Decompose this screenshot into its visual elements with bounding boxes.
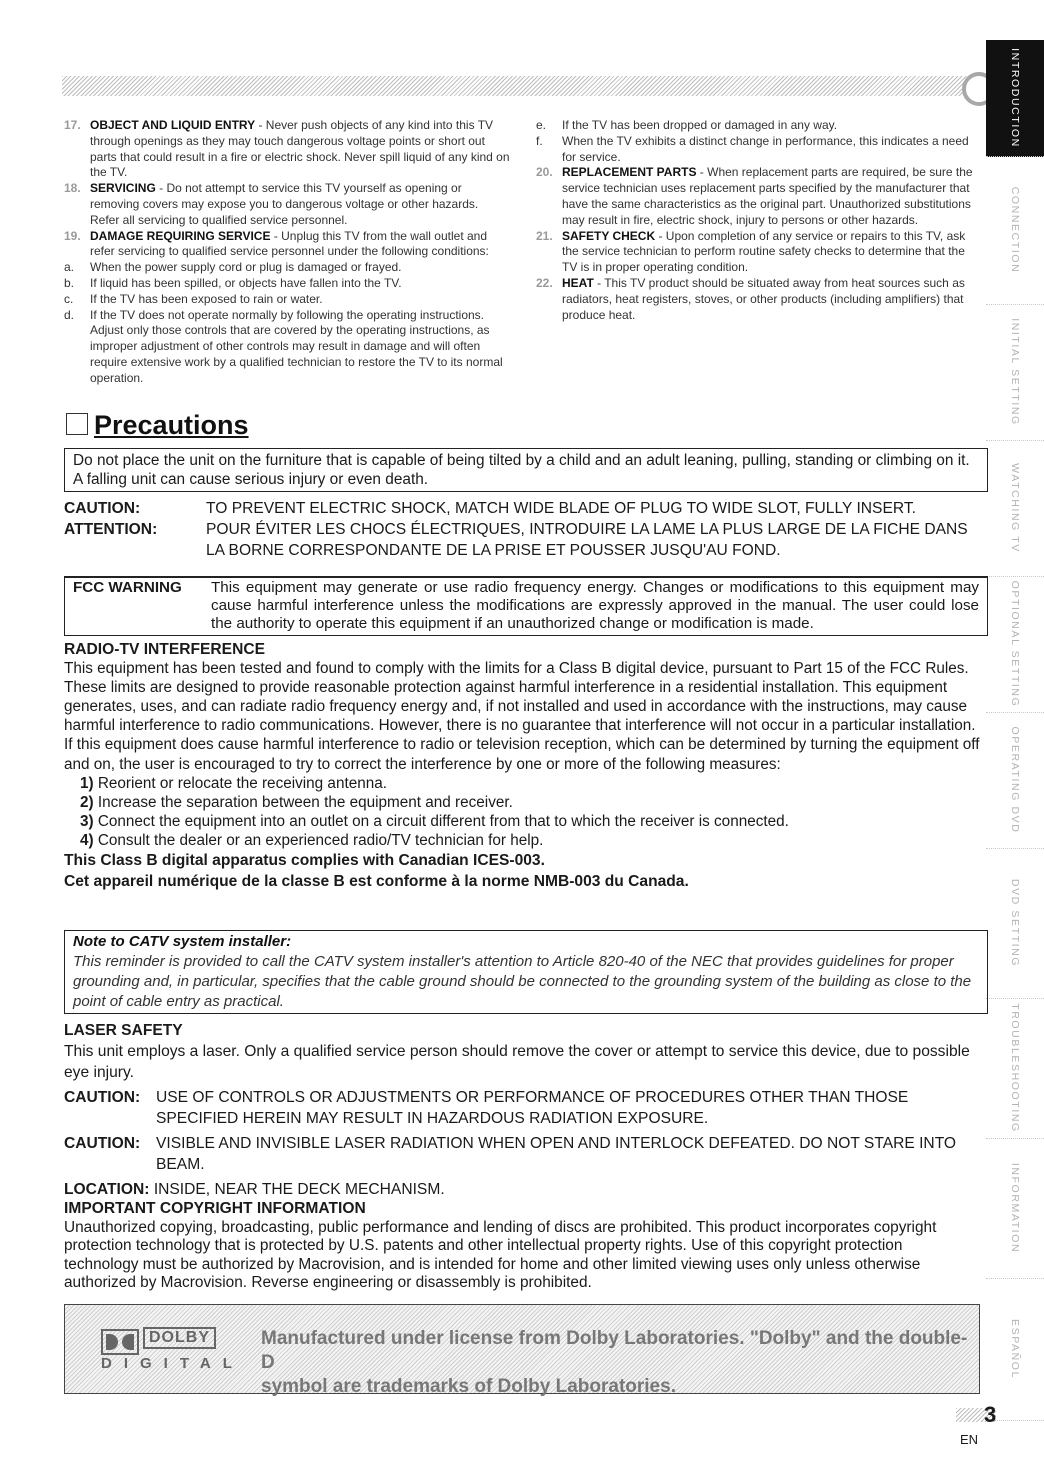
paragraph: This equipment has been tested and found to comply with the limits for a Class B digital device, pursuant to Part 15 of the FCC Rules. These limits are designed to provide reasonable protection against harmful interference in a residential installation. This equipment generates, uses, and can radiate radio frequency energy and, if not installed and used in accordance with the instructions, may cause harmful interference to radio communications. However, there is no guarantee that interference will not occur in a particular installation. If this equipment does cause harmful interference to radio or television reception, which can be determined by turning the equipment off and on, the user is encouraged to try to correct the interference by one or more of the following measures:	[64, 660, 980, 773]
page-number: 3	[984, 1402, 997, 1427]
laser-caution-1: CAUTION: USE OF CONTROLS OR ADJUSTMENTS OR PERFORMANCE OF PROCEDURES OTHER THAN THOSE SPECIFIED HEREIN MAY RESULT IN HAZARDOUS RADIATION EXPOSURE.	[64, 1089, 909, 1127]
list-subitem: b. If liquid has been spilled, or objects have fallen into the TV.	[64, 275, 402, 290]
list-item: 20. REPLACEMENT PARTS - When replacement parts are required, be sure the service technician uses replacement parts specified by the manufacturer that have the same characteristics as the original part. Unauthorized substitutions may result in fire, electric shock, injury to persons or other hazards.	[536, 165, 973, 227]
double-d-icon	[101, 1329, 139, 1355]
canada-compliance-fr: Cet appareil numérique de la classe B est conforme à la norme NMB-003 du Canada.	[64, 873, 689, 891]
tab-operating-dvd[interactable]: OPERATING DVD	[986, 712, 1044, 849]
tab-optional-setting[interactable]: OPTIONAL SETTING	[986, 576, 1044, 713]
tab-watching-tv[interactable]: WATCHING TV	[986, 440, 1044, 577]
list-item: 3) Connect the equipment into an outlet on a circuit different from that to which the receiver is connected.	[80, 812, 789, 830]
list-item: 2) Increase the separation between the equipment and receiver.	[80, 793, 513, 811]
tab-introduction[interactable]: INTRODUCTION	[986, 40, 1044, 157]
list-subitem: a. When the power supply cord or plug is damaged or frayed.	[64, 260, 402, 275]
section-heading: RADIO-TV INTERFERENCE	[64, 641, 265, 658]
section-heading: LASER SAFETY	[64, 1022, 183, 1039]
dolby-digital-logo: DOLBY DIGITAL	[101, 1329, 244, 1372]
list-item: 1) Reorient or relocate the receiving antenna.	[80, 774, 387, 792]
laser-location: LOCATION: INSIDE, NEAR THE DECK MECHANISM.	[64, 1181, 445, 1198]
tab-information[interactable]: INFORMATION	[986, 1138, 1044, 1279]
safety-list-left	[64, 118, 510, 387]
list-item: 18. SERVICING - Do not attempt to service this TV yourself as opening or removing covers may expose you to dangerous voltage or other hazards. Refer all servicing to qualified service personnel.	[64, 181, 479, 227]
paragraph: This unit employs a laser. Only a qualified service person should remove the cover or attempt to service this device, due to possible eye injury.	[64, 1043, 970, 1081]
tab-initial-setting[interactable]: INITIAL SETTING	[986, 304, 1044, 441]
caution-row: CAUTION: TO PREVENT ELECTRIC SHOCK, MATCH WIDE BLADE OF PLUG TO WIDE SLOT, FULLY INSERT.	[64, 500, 916, 517]
list-subitem: f. When the TV exhibits a distinct change in performance, this indicates a need for service.	[536, 133, 969, 164]
section-heading: IMPORTANT COPYRIGHT INFORMATION	[64, 1200, 366, 1217]
fcc-warning: FCC WARNING This equipment may generate or use radio frequency energy. Changes or modifications to this equipment may cause harmful interference unless the modifications are expressly approved in the manual. The user could lose the authority to operate this equipment if an unauthorized change or modification is made.	[64, 576, 988, 636]
canada-compliance-en: This Class B digital apparatus complies with Canadian ICES-003.	[64, 852, 545, 870]
caution-block	[64, 498, 978, 561]
list-item: 4) Consult the dealer or an experienced radio/TV technician for help.	[80, 831, 544, 849]
list-subitem: d. If the TV does not operate normally by following the operating instructions. Adjust only those controls that are covered by the operating instructions, as improper adjustment of other controls may result in damage and will often require extensive work by a qualified technician to restore the TV to its normal operation.	[64, 307, 503, 385]
copyright-section	[64, 1200, 980, 1293]
tip-over-warning: Do not place the unit on the furniture that is capable of being tilted by a child and an adult leaning, pulling, standing or climbing on it. A falling unit can cause serious injury or even death.	[64, 448, 988, 492]
language-code: EN	[960, 1432, 979, 1447]
note-title: Note to CATV system installer:	[73, 933, 292, 950]
laser-safety-section	[64, 1020, 980, 1200]
list-item: 22. HEAT - This TV product should be situated away from heat sources such as radiators, heat registers, stoves, or other products (including amplifiers) that produce heat.	[536, 275, 965, 322]
paragraph: Unauthorized copying, broadcasting, public performance and lending of discs are prohibited. This product incorporates copyright protection technology that is protected by U.S. patents and other intellectual property rights. Use of this copyright protection technology must be authorized by Macrovision, and is intended for home and other limited viewing uses only unless otherwise authorized by Macrovision. Reverse engineering or disassembly is prohibited.	[64, 1218, 937, 1292]
safety-list-right	[536, 118, 978, 323]
section-tabs	[986, 40, 1044, 1420]
list-subitem: e. If the TV has been dropped or damaged in any way.	[536, 118, 838, 132]
note-text: This reminder is provided to call the CATV system installer's attention to Article 820-40 of the NEC that provides guidelines for proper grounding and, in particular, specifies that the cable ground should be connected to the grounding system of the building as close to the point of cable entry as practical.	[73, 953, 972, 1010]
tab-connection[interactable]: CONNECTION	[986, 156, 1044, 305]
checkbox-icon	[66, 413, 88, 435]
precautions-heading: Precautions	[66, 410, 249, 441]
list-item: 21. SAFETY CHECK - Upon completion of any service or repairs to this TV, ask the service technician to perform routine safety checks to determine that the TV is in proper operating condition.	[536, 228, 966, 275]
tab-espanol[interactable]: ESPAÑOL	[986, 1278, 1044, 1421]
tab-dvd-setting[interactable]: DVD SETTING	[986, 848, 1044, 999]
attention-row: ATTENTION: POUR ÉVITER LES CHOCS ÉLECTRIQUES, INTRODUIRE LA LAME LA PLUS LARGE DE LA FICHE DANS LA BORNE CORRESPONDANTE DE LA PRISE ET POUSSER JUSQU'AU FOND.	[64, 521, 968, 559]
catv-note	[64, 930, 988, 1014]
dolby-trademark-text: Manufactured under license from Dolby Laboratories. "Dolby" and the double-D symbol are trademarks of Dolby Laboratories.	[261, 1328, 968, 1397]
dolby-trademark-box	[64, 1304, 980, 1397]
list-subitem: c. If the TV has been exposed to rain or water.	[64, 291, 323, 306]
list-item: 19. DAMAGE REQUIRING SERVICE - Unplug this TV from the wall outlet and refer servicing to qualified service personnel under the following conditions:	[64, 228, 489, 259]
laser-caution-2: CAUTION: VISIBLE AND INVISIBLE LASER RADIATION WHEN OPEN AND INTERLOCK DEFEATED. DO NOT STARE INTO BEAM.	[64, 1135, 957, 1173]
header-rule	[62, 76, 978, 96]
list-item: 17. OBJECT AND LIQUID ENTRY - Never push objects of any kind into this TV through openings as they may touch dangerous voltage points or short out parts that could result in a fire or electric shock. Never spill liquid of any kind on the TV.	[64, 118, 510, 180]
radio-tv-section	[64, 640, 980, 892]
tab-troubleshooting[interactable]: TROUBLESHOOTING	[986, 998, 1044, 1139]
